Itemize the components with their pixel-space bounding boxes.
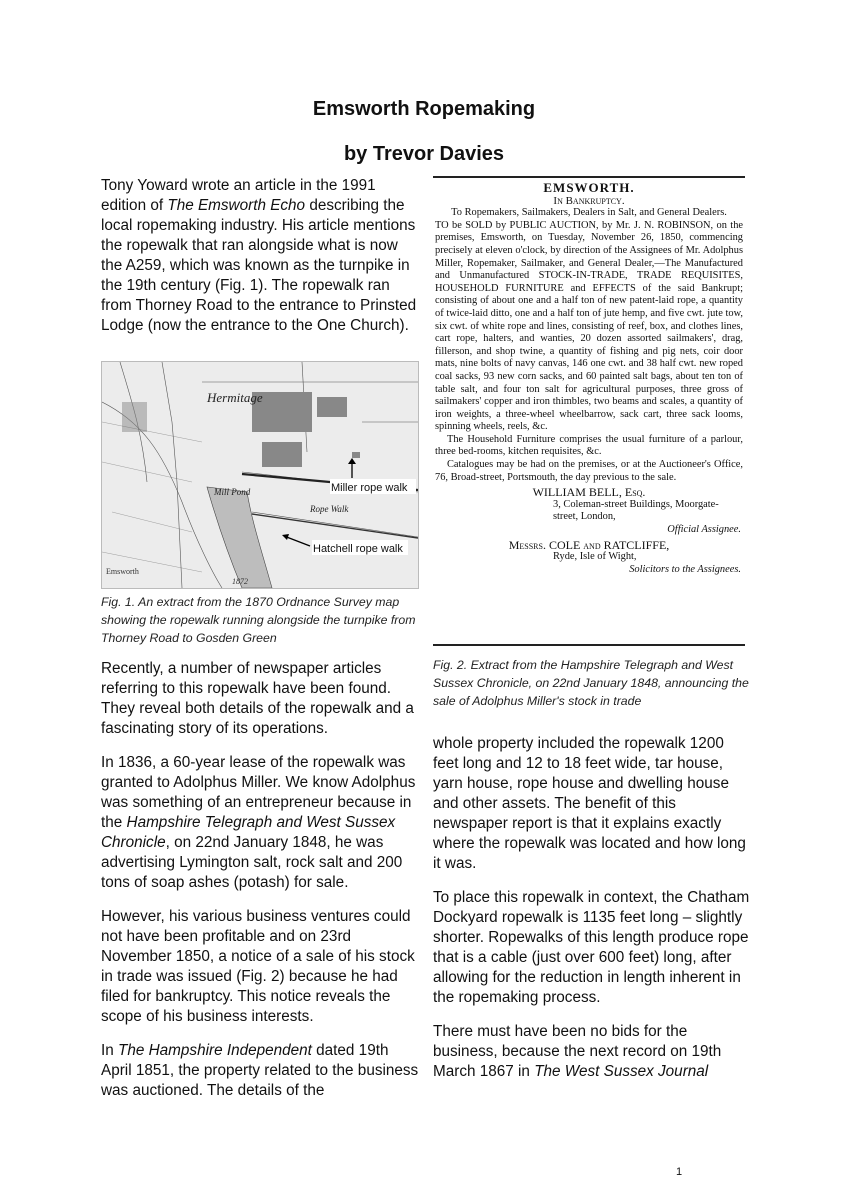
left-column-lower bbox=[101, 659, 419, 1115]
paragraph: whole property included the ropewalk 1200 feet long and 12 to 18 feet wide, tar house, yarn house, rope house and dwelling house and other assets. The benefit of this newspaper report is that it explains exactly where the ropewalk was located and how long it was. bbox=[433, 735, 746, 872]
notice-signature-2: Messrs. COLE and RATCLIFFE, bbox=[508, 537, 670, 552]
notice-role-1: Official Assignee. bbox=[667, 524, 741, 536]
notice-furniture: The Household Furniture comprises the usual furniture of a parlour, three bed-rooms, kitchen requisites, &c. bbox=[435, 433, 743, 458]
annotation-hatchell-ropewalk: Hatchell rope walk bbox=[313, 543, 403, 555]
article-title: Emsworth Ropemaking bbox=[312, 98, 536, 120]
paragraph: In 1836, a 60-year lease of the ropewalk was granted to Adolphus Miller. We know Adolphus was something of an entrepreneur because in the Hampshire Telegraph and West Sussex Chronicle, on 22nd January 1848, he was advertising Lymington salt, rock salt and 200 tons of soap ashes (potash) for sale. bbox=[101, 754, 416, 891]
map-label-date: 1872 bbox=[232, 577, 248, 586]
map-label-hermitage: Hermitage bbox=[207, 390, 263, 405]
notice-role-2: Solicitors to the Assignees. bbox=[629, 563, 741, 575]
notice-catalogues: Catalogues may be had on the premises, or at the Auctioneer's Office, 76, Broad-street, Portsmouth, the day previous to the sale. bbox=[435, 459, 743, 483]
notice-signature-1: WILLIAM BELL, Esq. bbox=[532, 485, 646, 500]
notice-body: TO be SOLD by PUBLIC AUCTION, by Mr. J. N. ROBINSON, on the premises, Emsworth, on Tuesday, November 26, 1850, commencing precisely at eleven o'clock, by direction of the Assignees of Mr. Adolphus Miller, Ropemaker, Sailmaker, and General Dealer,—The Manufactured and Unmanufactured STOCK-IN-TRADE, TRADE REQUISITES, HOUSEHOLD FURNITURE and EFFECTS of the said Bankrupt; consisting of about one and a half ton of new patent-laid rope, a quantity of twice-laid ditto, one and a half ton of jute hemp, and five cwt. jute tow, six cwt. of white rope and lines, consisting of reef, box, and clothes lines, cart rope, halters, and wanties, 20 dozen assorted sailmakers', drag, fillerson, and shop twine, a quantity of fishing and pig nets, coir door mats, nine bolts of navy canvas, 146 one cwt. and 38 half cwt. new roped coal sacks, 93 new corn sacks, and 60 painted salt bags, about ten ton of table salt, and four ton salt for agricultural purposes, three gross of sailmakers' copper and iron thimbles, two beams and scales, a quantity of iron weights, a three-wheel wheelbarrow, sack cart, three sack looms, spinning wheels, reels, &c. bbox=[435, 219, 743, 433]
notice-subheading: In Bankruptcy. bbox=[553, 194, 625, 207]
newspaper-notice-image bbox=[433, 176, 745, 646]
paragraph: To place this ropewalk in context, the Chatham Dockyard ropewalk is 1135 feet long – slightly shorter. Ropewalks of this length produce rope that is a cable (just over 600 feet) long, after allowing for the reduction in length inherent in the ropemaking process. bbox=[433, 889, 750, 1006]
ordnance-survey-map-image bbox=[101, 361, 419, 589]
left-column bbox=[101, 176, 419, 350]
figure1-caption: Fig. 1. An extract from the 1870 Ordnance Survey map showing the ropewalk running alongside the turnpike from Thorney Road to Gosden Green bbox=[101, 595, 416, 645]
notice-address-1b: street, London, bbox=[553, 511, 616, 523]
right-column bbox=[433, 734, 751, 1096]
notice-to-line: To Ropemakers, Sailmakers, Dealers in Salt, and General Dealers. bbox=[451, 207, 727, 219]
map-drawing bbox=[102, 362, 418, 588]
notice-address-2: Ryde, Isle of Wight, bbox=[553, 551, 637, 563]
map-label-emsworth: Emsworth bbox=[106, 567, 139, 576]
paragraph: There must have been no bids for the business, because the next record on 19th March 1867 in The West Sussex Journal bbox=[433, 1023, 722, 1080]
paragraph: Tony Yoward wrote an article in the 1991 edition of The Emsworth Echo describing the local ropemaking industry. His article mentions the ropewalk that ran alongside what is now the A259, which was known as the turnpike in the 19th century (Fig. 1). The ropewalk ran from Thorney Road to the entrance to Prinsted Lodge (now the entrance to the One Church). bbox=[101, 177, 417, 334]
article-author: by Trevor Davies bbox=[343, 143, 505, 165]
map-label-mill-pond: Mill Pond bbox=[214, 487, 251, 497]
map-label-rope-walk: Rope Walk bbox=[310, 504, 349, 514]
paragraph: However, his various business ventures could not have been profitable and on 23rd November 1850, a notice of a sale of his stock in trade was issued (Fig. 2) because he had filed for bankruptcy. This notice reveals the scope of his business interests. bbox=[101, 908, 415, 1025]
page-number: 1 bbox=[676, 1166, 683, 1178]
annotation-miller-ropewalk: Miller rope walk bbox=[331, 482, 408, 494]
notice-address-1a: 3, Coleman-street Buildings, Moorgate- bbox=[553, 498, 719, 510]
paragraph: Recently, a number of newspaper articles referring to this ropewalk have been found. They reveal both details of the ropewalk and a fascinating story of its operations. bbox=[101, 660, 414, 737]
notice-heading: EMSWORTH. bbox=[543, 180, 635, 195]
paragraph: In The Hampshire Independent dated 19th April 1851, the property related to the business was auctioned. The details of the bbox=[101, 1042, 419, 1099]
figure2-caption: Fig. 2. Extract from the Hampshire Telegraph and West Sussex Chronicle, on 22nd January 1848, announcing the sale of Adolphus Miller's stock in trade bbox=[433, 658, 749, 708]
